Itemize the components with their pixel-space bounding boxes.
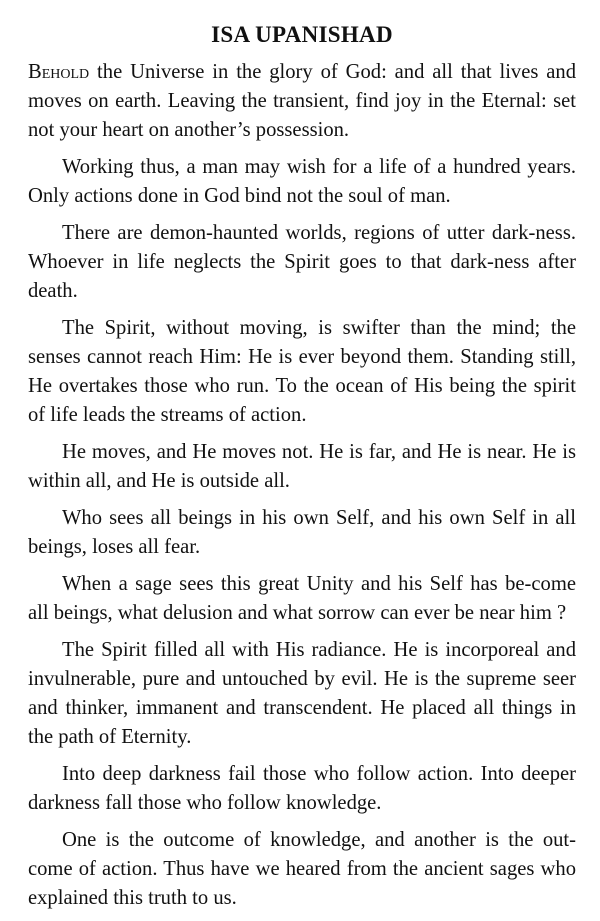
paragraph-8: The Spirit filled all with His radiance. He is incorporeal and invulnerable, pure and untouched by evil. He is the supreme seer and thinker, immanent and transcendent. He placed all things in the path of Eternity. [28,639,576,748]
paragraph-1 [28,58,576,145]
paragraph-10: One is the outcome of knowledge, and another is the out-come of action. Thus have we heared from the ancient sages who explained this truth to us. [28,829,576,909]
paragraph-1-lead-word: Behold [28,61,90,83]
paragraph-1-text: the Universe in the glory of God: and all that lives and moves on earth. Leaving the transient, find joy in the Eternal: set not your heart on another’s possession. [28,61,576,141]
paragraph-7: When a sage sees this great Unity and his Self has be-come all beings, what delusion and what sorrow can ever be near him ? [28,573,576,624]
paragraph-4: The Spirit, without moving, is swifter than the mind; the senses cannot reach Him: He is ever beyond them. Standing still, He overtakes those who run. To the ocean of His being the spirit of life leads the streams of action. [28,317,576,426]
paragraph-6: Who sees all beings in his own Self, and his own Self in all beings, loses all fear. [28,507,576,558]
page-title: ISA UPANISHAD [211,22,393,47]
paragraph-3: There are demon-haunted worlds, regions of utter dark-ness. Whoever in life neglects the Spirit goes to that dark-ness after death. [28,222,576,302]
paragraph-5: He moves, and He moves not. He is far, and He is near. He is within all, and He is outside all. [28,441,576,492]
paragraph-2: Working thus, a man may wish for a life of a hundred years. Only actions done in God bind not the soul of man. [28,156,576,207]
paragraph-9: Into deep darkness fail those who follow action. Into deeper darkness fall those who follow knowledge. [28,763,576,814]
page [28,20,576,921]
